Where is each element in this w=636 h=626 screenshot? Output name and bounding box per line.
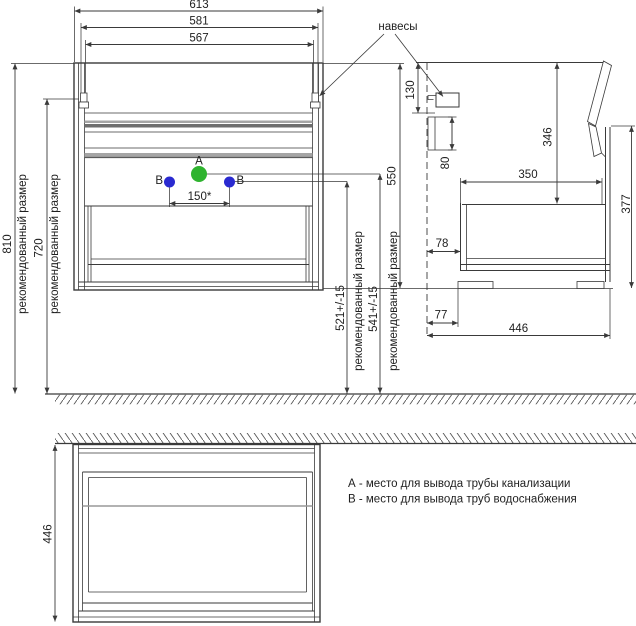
- dim-label-581: 581: [189, 15, 209, 28]
- dim-label-446-side: 446: [508, 323, 529, 335]
- dim-label-521-recommended: рекомендованный размер: [353, 231, 365, 371]
- floor: [45, 394, 636, 404]
- top-view-outline: [73, 445, 320, 623]
- wall-hatch: [55, 433, 636, 443]
- legend-line-a: А - место для вывода трубы канализации: [348, 478, 571, 490]
- point-a-label: А: [195, 155, 203, 168]
- legend: [348, 478, 577, 506]
- side-leg-back: [577, 282, 604, 289]
- dim-label-150: 150*: [187, 191, 212, 203]
- top-view: [55, 433, 636, 622]
- dim-label-346: 346: [542, 127, 555, 147]
- hangers-leader-right: [395, 34, 443, 100]
- point-b-water-outlet-right: [224, 177, 235, 188]
- top-view-dimensions: [43, 445, 56, 622]
- side-hanger-hook: [428, 96, 436, 100]
- front-left-dimensions: [2, 64, 79, 394]
- tilted-panel-lower: [589, 124, 602, 157]
- left-hanger-base: [79, 102, 89, 108]
- floor-hatch: [55, 395, 636, 405]
- dim-label-720-recommended: рекомендованный размер: [49, 174, 61, 314]
- left-hanger-block: [81, 93, 88, 102]
- side-hanger-rail: [428, 117, 452, 150]
- panel-connector-line: [602, 153, 606, 157]
- tilted-panel-upper: [588, 61, 612, 126]
- countertop-band-dark: [85, 124, 313, 128]
- hangers-leader-left: [320, 34, 385, 96]
- legend-line-b: В - место для вывода труб водоснабжения: [348, 493, 577, 506]
- dim-label-720: 720: [33, 238, 46, 258]
- dim-label-810-recommended: рекомендованный размер: [17, 174, 29, 314]
- hangers-label: навесы: [378, 21, 418, 33]
- point-b-label-right: В: [236, 175, 245, 187]
- hangers-callout: [320, 21, 444, 100]
- dim-label-567: 567: [189, 32, 209, 45]
- dim-label-521: 521+/-15: [335, 285, 347, 331]
- dim-label-377: 377: [621, 194, 633, 214]
- point-a-sewage-outlet: [191, 166, 207, 182]
- dim-label-613: 613: [189, 0, 209, 11]
- dim-label-350: 350: [518, 169, 538, 181]
- dim-label-550: 550: [386, 166, 399, 186]
- dim-label-80: 80: [440, 156, 452, 170]
- dim-label-78: 78: [435, 238, 449, 250]
- side-view: [416, 61, 612, 337]
- side-leg-front: [458, 282, 493, 289]
- dim-label-541: 541+/-15: [368, 286, 380, 332]
- dim-label-77: 77: [434, 309, 448, 322]
- point-b-label-left: В: [155, 175, 163, 187]
- countertop-band: [85, 121, 313, 124]
- dim-label-130: 130: [405, 80, 417, 100]
- side-hanger-block: [436, 93, 459, 107]
- point-b-water-outlet-left: [164, 177, 175, 188]
- dim-label-446-top: 446: [42, 524, 55, 544]
- dim-label-810: 810: [2, 234, 14, 254]
- front-view: [74, 63, 380, 290]
- right-hanger-base: [311, 102, 321, 108]
- right-hanger-block: [312, 93, 319, 102]
- dim-label-541-recommended: рекомендованный размер: [388, 231, 400, 371]
